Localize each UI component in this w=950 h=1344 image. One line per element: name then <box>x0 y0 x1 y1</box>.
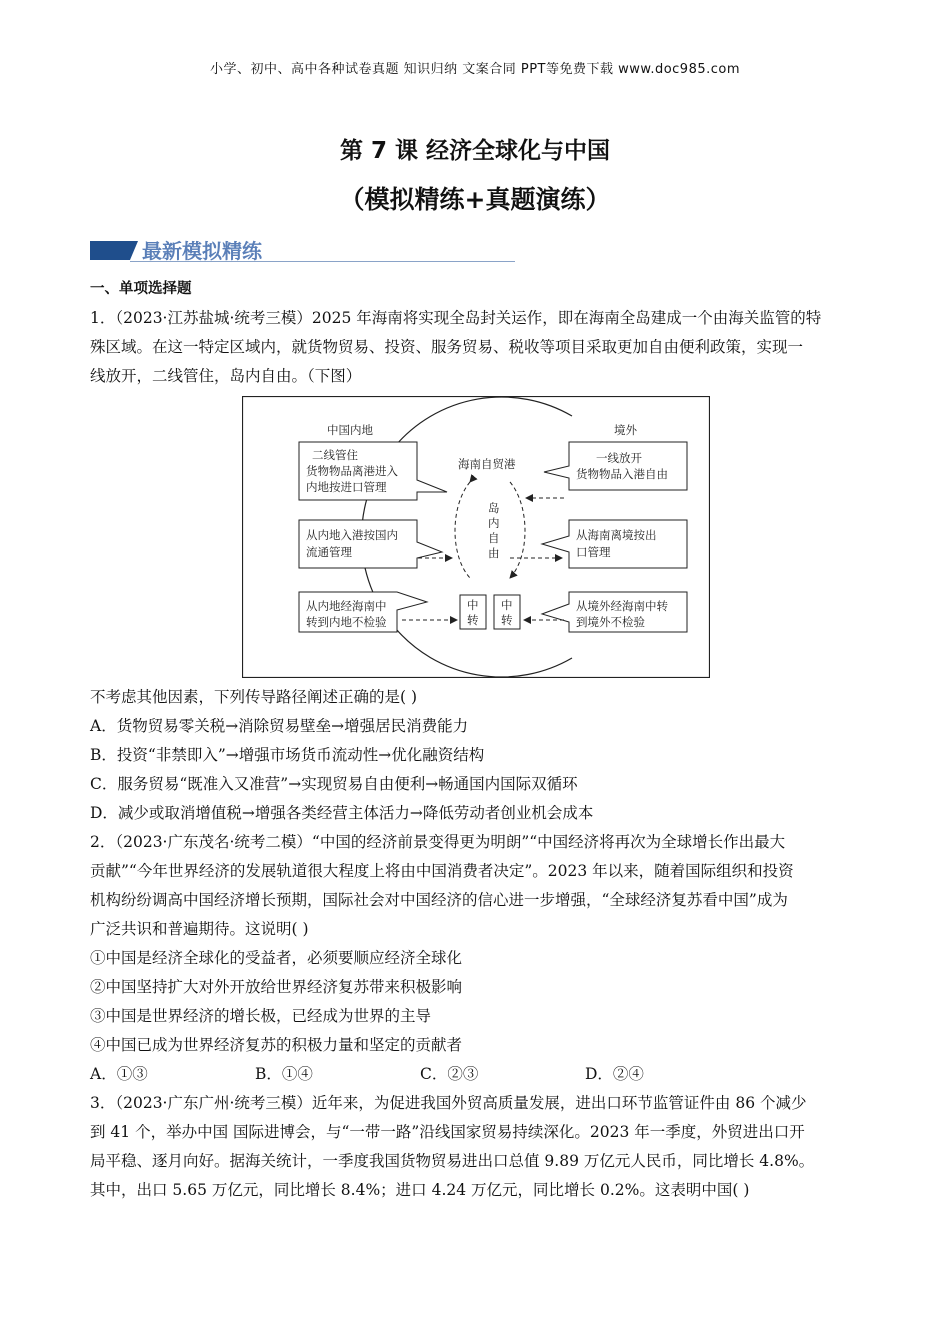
q1-line: 线放开，二线管住，岛内自由。（下图） <box>90 367 362 385</box>
section-heading: 一、单项选择题 <box>90 281 192 297</box>
left-callout-2-text: 从内地入港按国内 <box>306 528 398 542</box>
q2-line: 贡献”“今年世界经济的发展轨道很大程度上将由中国消费者决定”。2023 年以来，随着国际组织和投资 <box>90 862 794 880</box>
left-callout-2-text: 流通管理 <box>306 545 352 559</box>
q2-statement: ④中国已成为世界经济复苏的积极力量和坚定的贡献者 <box>90 1036 463 1054</box>
left-callout-3-text: 从内地经海南中 <box>306 599 387 613</box>
q2-option-b: B．①④ <box>255 1065 313 1083</box>
transfer-char: 中 <box>501 598 513 612</box>
right-callout-1 <box>544 442 687 490</box>
transfer-char: 中 <box>467 598 479 612</box>
page-header: 小学、初中、高中各种试卷真题 知识归纳 文案合同 PPT等免费下载 www.doc985.com <box>209 62 741 77</box>
q2-option-a: A．①③ <box>90 1065 148 1083</box>
island-cycle-left <box>455 482 470 578</box>
right-callout-2-text: 从海南离境按出 <box>576 528 657 542</box>
q1-option-a: A．货物贸易零关税→消除贸易壁垒→增强居民消费能力 <box>90 717 469 735</box>
banner-triangle <box>130 241 138 260</box>
q2-line: 2．（2023·广东茂名·统考二模）“中国的经济前景变得更为明朗”“中国经济将再次为全球增长作出最大 <box>90 833 786 851</box>
q1-line: 殊区域。在这一特定区域内，就货物贸易、投资、服务贸易、税收等项目采取更加自由便利政策，实现一 <box>90 338 804 356</box>
hainan-ftp-diagram <box>242 396 710 678</box>
q3-line: 其中，出口 5.65 万亿元，同比增长 8.4%；进口 4.24 万亿元，同比增长 0.2%。这表明中国( ) <box>90 1181 750 1199</box>
banner-bar <box>90 241 130 260</box>
island-char: 内 <box>488 516 500 530</box>
island-char: 由 <box>488 546 500 560</box>
q2-option-d: D．②④ <box>585 1065 644 1083</box>
right-callout-2-text: 口管理 <box>576 545 611 559</box>
island-cycle-right <box>510 482 525 578</box>
right-callout-3-text: 从境外经海南中转 <box>576 599 668 613</box>
q1-question: 不考虑其他因素，下列传导路径阐述正确的是( ) <box>90 688 418 706</box>
q2-statement: ①中国是经济全球化的受益者，必须要顺应经济全球化 <box>90 949 463 967</box>
q1-option-d: D．减少或取消增值税→增强各类经营主体活力→降低劳动者创业机会成本 <box>90 804 594 822</box>
left-callout-1-text: 货物物品离港进入 <box>306 464 398 478</box>
q1-line: 1．（2023·江苏盐城·统考三模）2025 年海南将实现全岛封关运作，即在海南全岛建成一个由海关监管的特 <box>90 309 822 327</box>
q2-options <box>90 1060 870 1089</box>
right-callout-1-text: 货物物品入港自由 <box>576 467 668 481</box>
q2-statement: ②中国坚持扩大对外开放给世界经济复苏带来积极影响 <box>90 978 463 996</box>
q3-line: 局平稳、逐月向好。据海关统计，一季度我国货物贸易进出口总值 9.89 万亿元人民币，同比增长 4.8%。 <box>90 1152 815 1170</box>
question-content <box>90 275 870 1205</box>
transfer-char: 转 <box>467 613 479 627</box>
lesson-subtitle: （模拟精练+真题演练） <box>339 185 611 214</box>
q2-statement: ③中国是世界经济的增长极，已经成为世界的主导 <box>90 1007 432 1025</box>
left-callout-1-text: 内地按进口管理 <box>306 480 387 494</box>
right-callout-3-text: 到境外不检验 <box>576 615 645 629</box>
q2-line: 机构纷纷调高中国经济增长预期，国际社会对中国经济的信心进一步增强，“全球经济复苏看中国”成为 <box>90 891 788 909</box>
q2-line: 广泛共识和普遍期待。这说明( ) <box>90 920 309 938</box>
right-callout-1-text: 一线放开 <box>596 451 642 465</box>
mainland-label: 中国内地 <box>327 423 373 437</box>
island-char: 自 <box>488 531 500 545</box>
q1-option-c: C．服务贸易“既准入又准营”→实现贸易自由便利→畅通国内国际双循环 <box>90 775 578 793</box>
q1-option-b: B．投资“非禁即入”→增强市场货币流动性→优化融资结构 <box>90 746 485 764</box>
q2-option-c: C．②③ <box>420 1065 479 1083</box>
overseas-label: 境外 <box>614 423 637 437</box>
q3-line: 3．（2023·广东广州·统考三模）近年来，为促进我国外贸高质量发展，进出口环节监管证件由 86 个减少 <box>90 1094 807 1112</box>
q3-line: 到 41 个，举办中国 国际进博会，与“一带一路”沿线国家贸易持续深化。2023 年一季度，外贸进出口开 <box>90 1123 805 1141</box>
lesson-title: 第 7 课 经济全球化与中国 <box>339 138 611 164</box>
transfer-char: 转 <box>501 613 513 627</box>
island-char: 岛 <box>488 501 500 515</box>
section-banner <box>90 233 515 265</box>
left-callout-3-text: 转到内地不检验 <box>306 615 387 629</box>
banner-label: 最新模拟精练 <box>142 239 262 263</box>
hainan-ftp-label: 海南自贸港 <box>458 457 516 471</box>
left-callout-1-text: 二线管住 <box>312 448 358 462</box>
